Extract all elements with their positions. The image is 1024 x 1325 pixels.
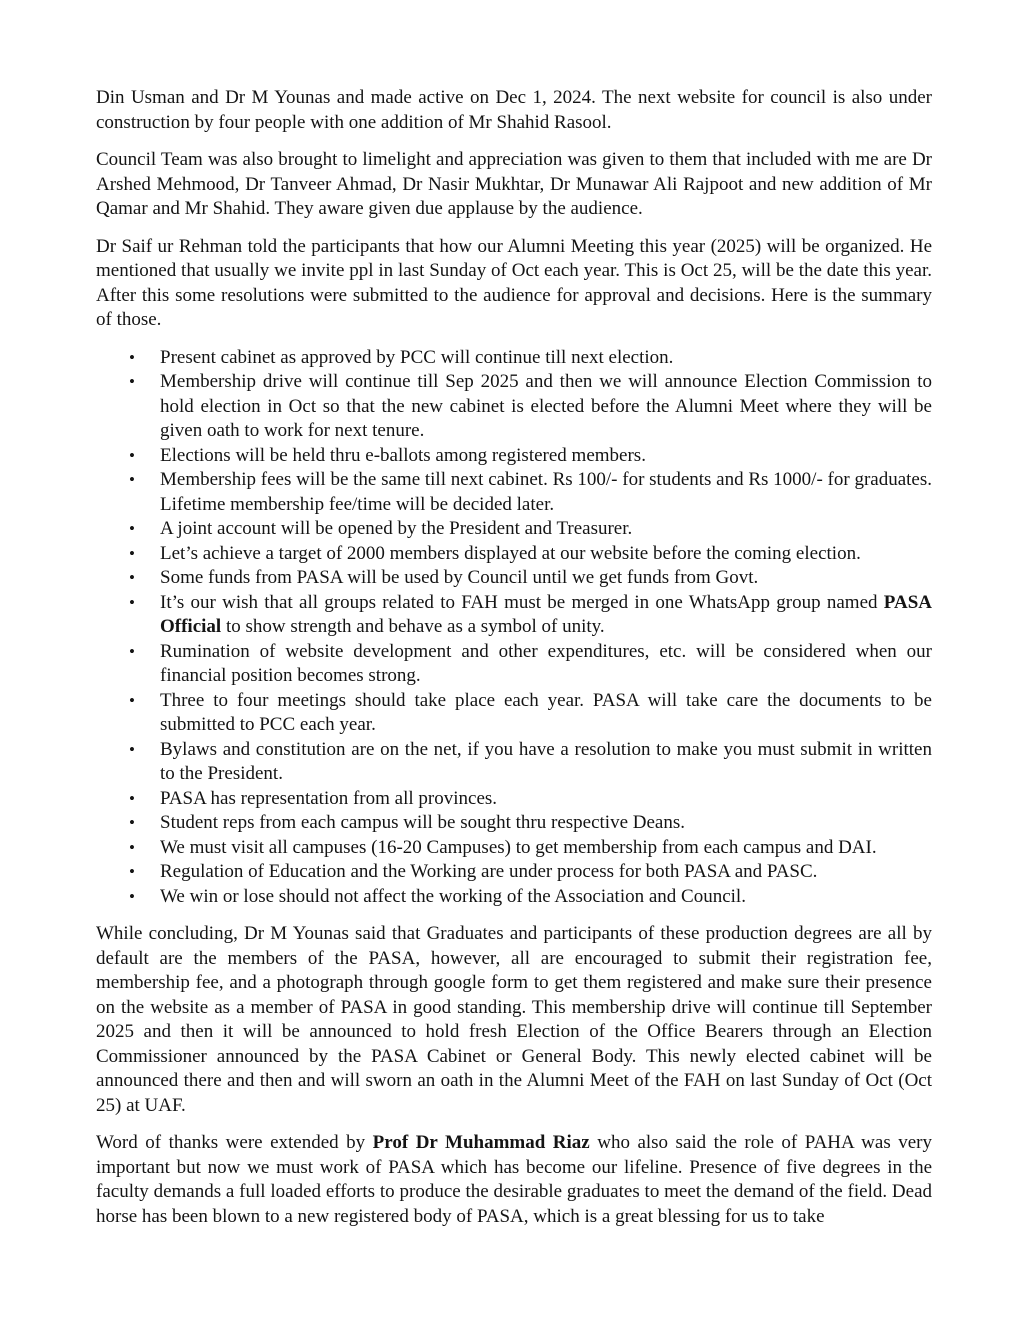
paragraph-alumni-meeting: Dr Saif ur Rehman told the participants that how our Alumni Meeting this year (2025) will be organized. He mentioned that usually we invite ppl in last Sunday of Oct each year. This is Oct 25, will be the date this year. After this some resolutions were submitted to the audience for approval and decisions. Here is the summary of those. [96, 235, 932, 330]
list-item: • Let’s achieve a target of 2000 members displayed at our website before the coming election. [160, 542, 932, 567]
list-item: • Bylaws and constitution are on the net, if you have a resolution to make you must submit in written to the President. [160, 738, 932, 787]
paragraph-website-update: Din Usman and Dr M Younas and made active on Dec 1, 2024. The next website for council is also under construction by four people with one addition of Mr Shahid Rasool. [96, 87, 932, 133]
list-item: • Membership fees will be the same till next cabinet. Rs 100/- for students and Rs 1000/- for graduates. Lifetime membership fee/time will be decided later. [160, 468, 932, 517]
paragraph-concluding: While concluding, Dr M Younas said that Graduates and participants of these production degrees are all by default are the members of the PASA, however, all are encouraged to submit their registration fee, membership fee, and a photograph through google form to get them registered and make sure their presence on the website as a member of PASA in good standing. This membership drive will continue till September 2025 and then it will be announced to hold fresh Election of the Office Bearers through an Election Commissioner announced by the PASA Cabinet or General Body. This newly elected cabinet will be announced there and then and will sworn an oath in the Alumni Meet of the FAH on last Sunday of Oct (Oct 25) at UAF. [96, 923, 932, 1116]
thanks-bold-name: Prof Dr Muhammad Riaz [372, 1132, 590, 1153]
list-item: • Present cabinet as approved by PCC will continue till next election. [160, 346, 932, 371]
list-item: • Three to four meetings should take place each year. PASA will take care the documents to be submitted to PCC each year. [160, 689, 932, 738]
list-item: • Student reps from each campus will be sought thru respective Deans. [160, 811, 932, 836]
list-item: • We win or lose should not affect the working of the Association and Council. [160, 885, 932, 910]
list-item: • Elections will be held thru e-ballots among registered members. [160, 444, 932, 469]
list-item: • Regulation of Education and the Working are under process for both PASA and PASC. [160, 860, 932, 885]
thanks-text-post: who also said the role of PAHA was very important but now we must work of PASA which has become our lifeline. Presence of five degrees in the faculty demands a full loaded efforts to produce the desirable graduates to meet the demand of the field. Dead horse has been blown to a new registered body of PASA, which is a great blessing for us to take [96, 1132, 932, 1227]
list-item: • Rumination of website development and other expenditures, etc. will be considered when our financial position becomes strong. [160, 640, 932, 689]
list-item [160, 591, 932, 640]
resolutions-list [96, 346, 932, 910]
list-item: • Some funds from PASA will be used by Council until we get funds from Govt. [160, 566, 932, 591]
bullet-text-pre: It’s our wish that all groups related to FAH must be merged in one WhatsApp group named [160, 591, 884, 613]
bullet-bold-text: PASA Official [160, 591, 932, 637]
list-item: • A joint account will be opened by the President and Treasurer. [160, 517, 932, 542]
list-item: • We must visit all campuses (16-20 Campuses) to get membership from each campus and DAI. [160, 836, 932, 861]
bullet-text-post: to show strength and behave as a symbol of unity. [221, 616, 605, 637]
paragraph-council-team: Council Team was also brought to limelight and appreciation was given to them that included with me are Dr Arshed Mehmood, Dr Tanveer Ahmad, Dr Nasir Mukhtar, Dr Munawar Ali Rajpoot and new addition of Mr Qamar and Mr Shahid. They aware given due applause by the audience. [96, 149, 932, 219]
list-item: • PASA has representation from all provinces. [160, 787, 932, 812]
list-item: • Membership drive will continue till Sep 2025 and then we will announce Election Commission to hold election in Oct so that the new cabinet is elected before the Alumni Meet where they will be given oath to work for next tenure. [160, 370, 932, 444]
thanks-text-pre: Word of thanks were extended by [96, 1132, 373, 1153]
paragraph-word-of-thanks [96, 1131, 932, 1229]
